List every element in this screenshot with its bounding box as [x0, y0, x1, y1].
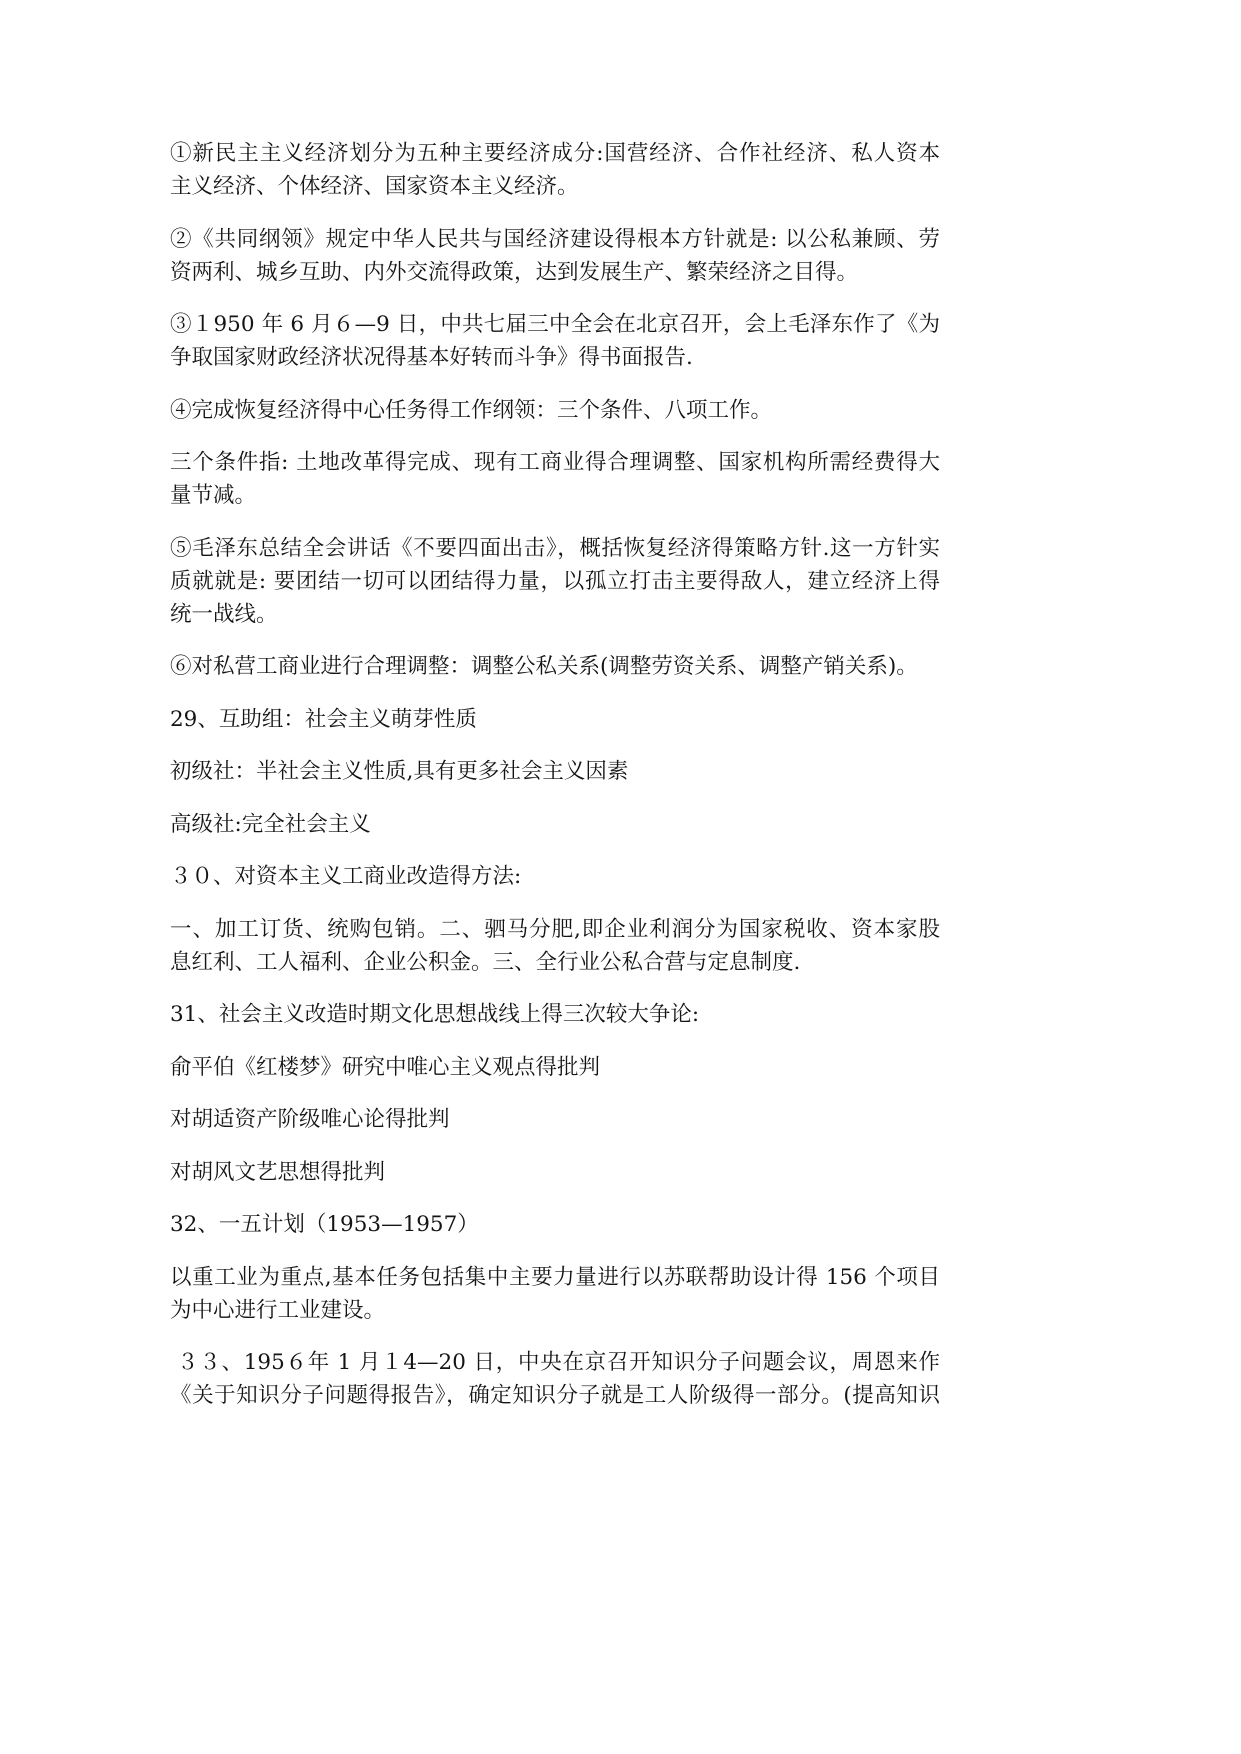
paragraph-transformation-methods	[170, 913, 940, 979]
paragraph-item-33	[170, 1346, 940, 1412]
document-body	[170, 137, 940, 1432]
paragraph-line: 为中心进行工业建设。	[170, 1297, 386, 1323]
paragraph-strategy	[170, 532, 940, 631]
paragraph-item-32	[170, 1208, 940, 1241]
paragraph-primary-coop	[170, 755, 940, 788]
paragraph-line: ①新民主主义经济划分为五种主要经济成分:国营经济、合作社经济、私人资本	[170, 141, 940, 166]
paragraph-line: 对胡风文艺思想得批判	[170, 1159, 386, 1185]
paragraph-critique-1	[170, 1051, 940, 1084]
paragraph-third-plenum	[170, 308, 940, 374]
paragraph-private-industry	[170, 650, 940, 683]
paragraph-item-29	[170, 703, 940, 736]
paragraph-line: 质就就是: 要团结一切可以团结得力量，以孤立打击主要得敌人，建立经济上得	[170, 568, 940, 594]
paragraph-line: 俞平伯《红楼梦》研究中唯心主义观点得批判	[170, 1054, 601, 1080]
paragraph-line: 统一战线。	[170, 601, 278, 627]
paragraph-line: 一、加工订货、统购包销。二、驷马分肥,即企业利润分为国家税收、资本家股	[170, 916, 940, 942]
paragraph-line: 高级社:完全社会主义	[170, 811, 371, 837]
paragraph-line: 31、社会主义改造时期文化思想战线上得三次较大争论:	[170, 1002, 700, 1027]
paragraph-line: 29、互助组：社会主义萌芽性质	[170, 706, 477, 732]
paragraph-work-program	[170, 394, 940, 427]
paragraph-line: ②《共同纲领》规定中华人民共与国经济建设得根本方针就是: 以公私兼顾、劳	[170, 226, 940, 252]
paragraph-line: ③１950 年 6 月６—9 日，中共七届三中全会在北京召开，会上毛泽东作了《为	[170, 312, 940, 337]
paragraph-economy-components	[170, 137, 940, 203]
paragraph-line: ３０、对资本主义工商业改造得方法:	[170, 864, 522, 889]
paragraph-three-conditions	[170, 446, 940, 512]
paragraph-line: ３３、195６年 1 月１4—20 日，中央在京召开知识分子问题会议，周恩来作	[177, 1350, 940, 1375]
paragraph-first-five-year-plan	[170, 1261, 940, 1327]
paragraph-line: 资两利、城乡互助、内外交流得政策，达到发展生产、繁荣经济之目得。	[170, 259, 859, 285]
paragraph-line: 对胡适资产阶级唯心论得批判	[170, 1107, 450, 1132]
paragraph-critique-2	[170, 1103, 940, 1136]
paragraph-line: 争取国家财政经济状况得基本好转而斗争》得书面报告.	[170, 345, 693, 370]
paragraph-line: 量节减。	[170, 483, 257, 508]
paragraph-line: ⑤毛泽东总结全会讲话《不要四面出击》，概括恢复经济得策略方针.这一方针实	[170, 535, 940, 561]
paragraph-line: ④完成恢复经济得中心任务得工作纲领：三个条件、八项工作。	[170, 397, 773, 423]
paragraph-line: 三个条件指: 土地改革得完成、现有工商业得合理调整、国家机构所需经费得大	[170, 450, 940, 475]
paragraph-common-program	[170, 223, 940, 289]
paragraph-line: 息红利、工人福利、企业公积金。三、全行业公私合营与定息制度.	[170, 949, 801, 975]
paragraph-line: 初级社：半社会主义性质,具有更多社会主义因素	[170, 759, 629, 784]
paragraph-line: 以重工业为重点,基本任务包括集中主要力量进行以苏联帮助设计得 156 个项目	[170, 1264, 940, 1290]
paragraph-line: 《关于知识分子问题得报告》，确定知识分子就是工人阶级得一部分。(提高知识	[170, 1383, 940, 1408]
paragraph-line: 32、一五计划（1953—1957）	[170, 1212, 479, 1237]
paragraph-line: 主义经济、个体经济、国家资本主义经济。	[170, 174, 579, 199]
paragraph-advanced-coop	[170, 808, 940, 841]
paragraph-critique-3	[170, 1156, 940, 1189]
paragraph-item-30	[170, 860, 940, 893]
paragraph-line: ⑥对私营工商业进行合理调整：调整公私关系(调整劳资关系、调整产销关系)。	[170, 654, 918, 679]
paragraph-item-31	[170, 998, 940, 1031]
